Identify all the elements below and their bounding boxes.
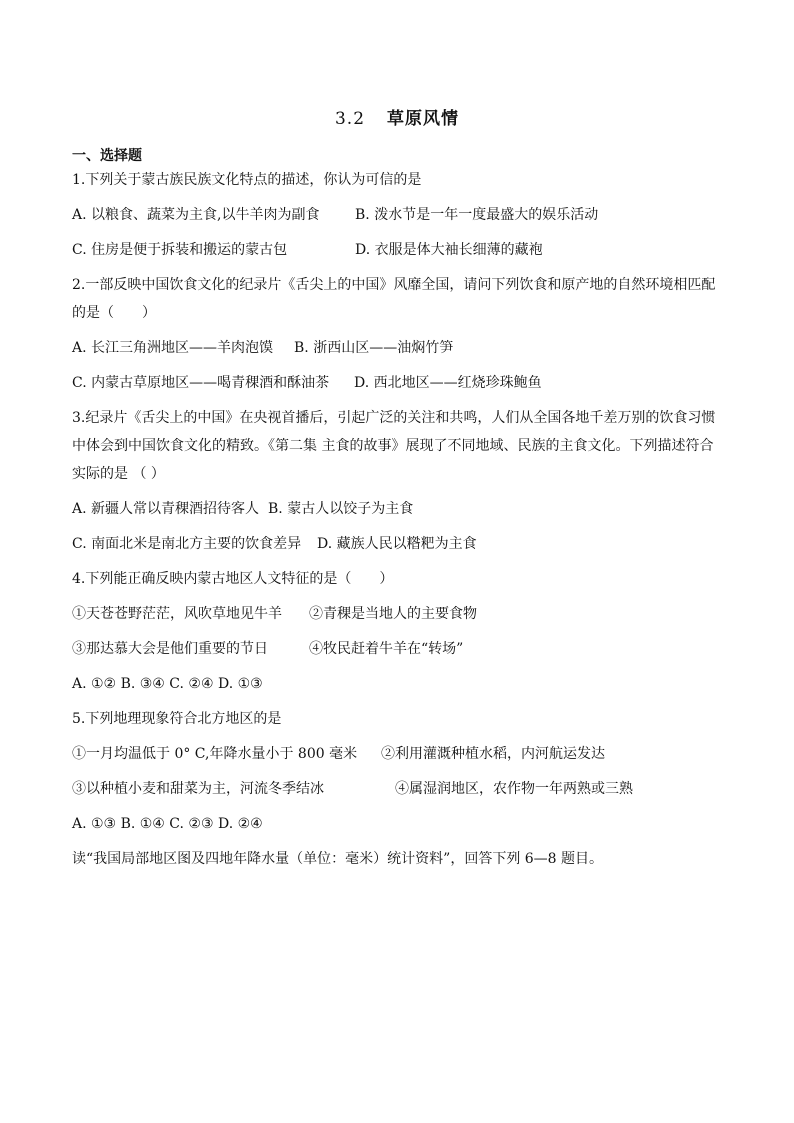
- option-d: D. 衣服是体大袖长细薄的藏袍: [355, 242, 543, 258]
- page-title: [0, 104, 794, 129]
- question-3-stem-line-2: 中体会到中国饮食文化的精致。《第二集 主食的故事》展现了不同地域、民族的主食文化。下列描述符合: [72, 438, 714, 454]
- lesson-number: 3.2: [334, 109, 366, 129]
- statement-1: ①天苍苍野茫茫，风吹草地见牛羊: [72, 606, 282, 622]
- question-4-stem: 4.下列能正确反映内蒙古地区人文特征的是（ ）: [72, 571, 394, 587]
- statement-2: ②利用灌溉种植水稻，内河航运发达: [381, 746, 605, 762]
- question-4-options: A. ①② B. ③④ C. ②④ D. ①③: [72, 676, 263, 692]
- statement-1: ①一月均温低于 0° C,年降水量小于 800 毫米: [72, 746, 358, 762]
- option-b: B. 泼水节是一年一度最盛大的娱乐活动: [355, 207, 599, 223]
- option-d: D. 西北地区——红烧珍珠鲍鱼: [354, 375, 542, 391]
- question-list: [72, 168, 732, 871]
- question-4-statements-row-2: [72, 637, 732, 661]
- question-2-stem-line-2: 的是（ ）: [72, 305, 156, 321]
- option-a: A. 长江三角洲地区——羊肉泡馍: [72, 340, 274, 356]
- question-5-options: A. ①③ B. ①④ C. ②③ D. ②④: [72, 816, 263, 832]
- question-2-options-row-1: [72, 336, 732, 360]
- question-3-options-row-2: [72, 532, 732, 556]
- question-1-options-row-2: [72, 238, 732, 262]
- reading-instruction: 读“我国局部地区图及四地年降水量（单位：毫米）统计资料”，回答下列 6—8 题目。: [72, 851, 604, 867]
- question-5-statements-row-2: [72, 777, 732, 801]
- question-2-options-row-2: [72, 371, 732, 395]
- question-1-options-row-1: [72, 203, 732, 227]
- lesson-title: 草原风情: [387, 109, 460, 129]
- option-b: B. 浙西山区——油焖竹笋: [294, 340, 454, 356]
- statement-3: ③以种植小麦和甜菜为主，河流冬季结冰: [72, 781, 324, 797]
- question-3-stem-line-3: 实际的是 （ ）: [72, 466, 165, 482]
- question-2-stem-line-1: 2.一部反映中国饮食文化的纪录片《舌尖上的中国》风靡全国，请问下列饮食和原产地的自然环境相匹配: [72, 277, 716, 293]
- statement-2: ②青稞是当地人的主要食物: [309, 606, 477, 622]
- question-1-stem: 1.下列关于蒙古族民族文化特点的描述，你认为可信的是: [72, 172, 422, 188]
- statement-4: ④属湿润地区，农作物一年两熟或三熟: [395, 781, 633, 797]
- question-4-statements-row-1: [72, 602, 732, 626]
- section-heading: 一、选择题: [72, 148, 142, 164]
- option-c: C. 南面北米是南北方主要的饮食差异: [72, 536, 302, 552]
- question-5-stem: 5.下列地理现象符合北方地区的是: [72, 711, 282, 727]
- option-a: A. 新疆人常以青稞酒招待客人: [72, 501, 260, 517]
- statement-3: ③那达慕大会是他们重要的节日: [72, 641, 268, 657]
- option-c: C. 住房是便于拆装和搬运的蒙古包: [72, 242, 288, 258]
- question-5-statements-row-1: [72, 742, 732, 766]
- statement-4: ④牧民赶着牛羊在“转场”: [309, 641, 464, 657]
- option-d: D. 藏族人民以糌粑为主食: [317, 536, 477, 552]
- option-c: C. 内蒙古草原地区——喝青稞酒和酥油茶: [72, 375, 330, 391]
- question-3-options-row-1: [72, 497, 732, 521]
- option-a: A. 以粮食、蔬菜为主食,以牛羊肉为副食: [72, 207, 320, 223]
- option-b: B. 蒙古人以饺子为主食: [268, 501, 414, 517]
- question-3-stem-line-1: 3.纪录片《舌尖上的中国》在央视首播后，引起广泛的关注和共鸣，人们从全国各地千差万别的饮食习惯: [72, 410, 716, 426]
